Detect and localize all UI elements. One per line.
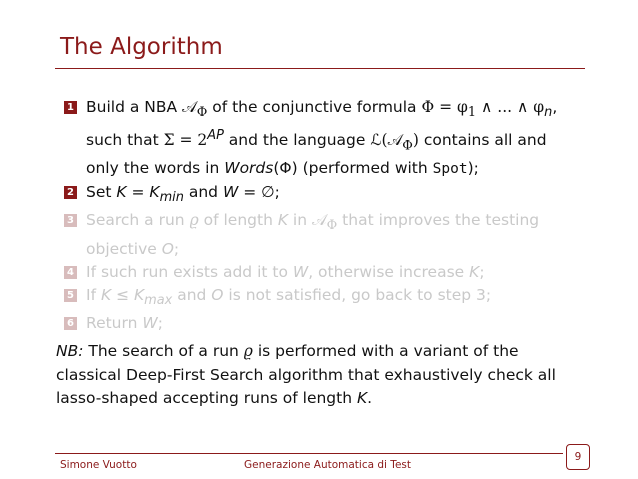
footer-subject: Generazione Automatica di Test <box>244 459 411 471</box>
step-5: 5 If $K \le K_{max}$ and O is not satisfied, go back to step 3; <box>64 284 594 312</box>
step-1: 1 Build a NBA 𝒜$_\Phi$ of the conjunctive formula $\Phi = \varphi_1$ ∧ ... ∧ $\varphi_n$, such that $\Sigma = 2^{AP}$ and the language ℒ(𝒜$_\Phi$) contains all and only the words in Words(Φ) (performed with Spot); <box>64 96 594 181</box>
step-2: 2 Set $K = K_{min}$ and W = ∅; <box>64 181 594 209</box>
algorithm-steps <box>64 96 594 335</box>
step-3: 3 Search a run ϱ of length K in 𝒜$_\Phi$ that improves the testing objective O; <box>64 209 594 260</box>
step-number: 2 <box>64 186 77 199</box>
slide-title: The Algorithm <box>60 34 223 60</box>
footer-author: Simone Vuotto <box>60 459 137 471</box>
step-number: 3 <box>64 214 77 227</box>
nb-note: NB: The search of a run ϱ is performed with a variant of the classical Deep-First Search algorithm that exhaustively check all lasso-shaped accepting runs of length K. <box>56 342 556 407</box>
step-4: 4 If such run exists add it to W, otherwise increase K; <box>64 261 594 284</box>
step-6: 6 Return W; <box>64 312 594 335</box>
step-number: 5 <box>64 289 77 302</box>
nb-label: NB: <box>56 342 84 360</box>
footer-divider <box>55 453 563 454</box>
page-number: 9 <box>566 444 590 470</box>
step-number: 1 <box>64 101 77 114</box>
step-number: 4 <box>64 266 77 279</box>
step-number: 6 <box>64 317 77 330</box>
title-divider <box>55 68 585 69</box>
